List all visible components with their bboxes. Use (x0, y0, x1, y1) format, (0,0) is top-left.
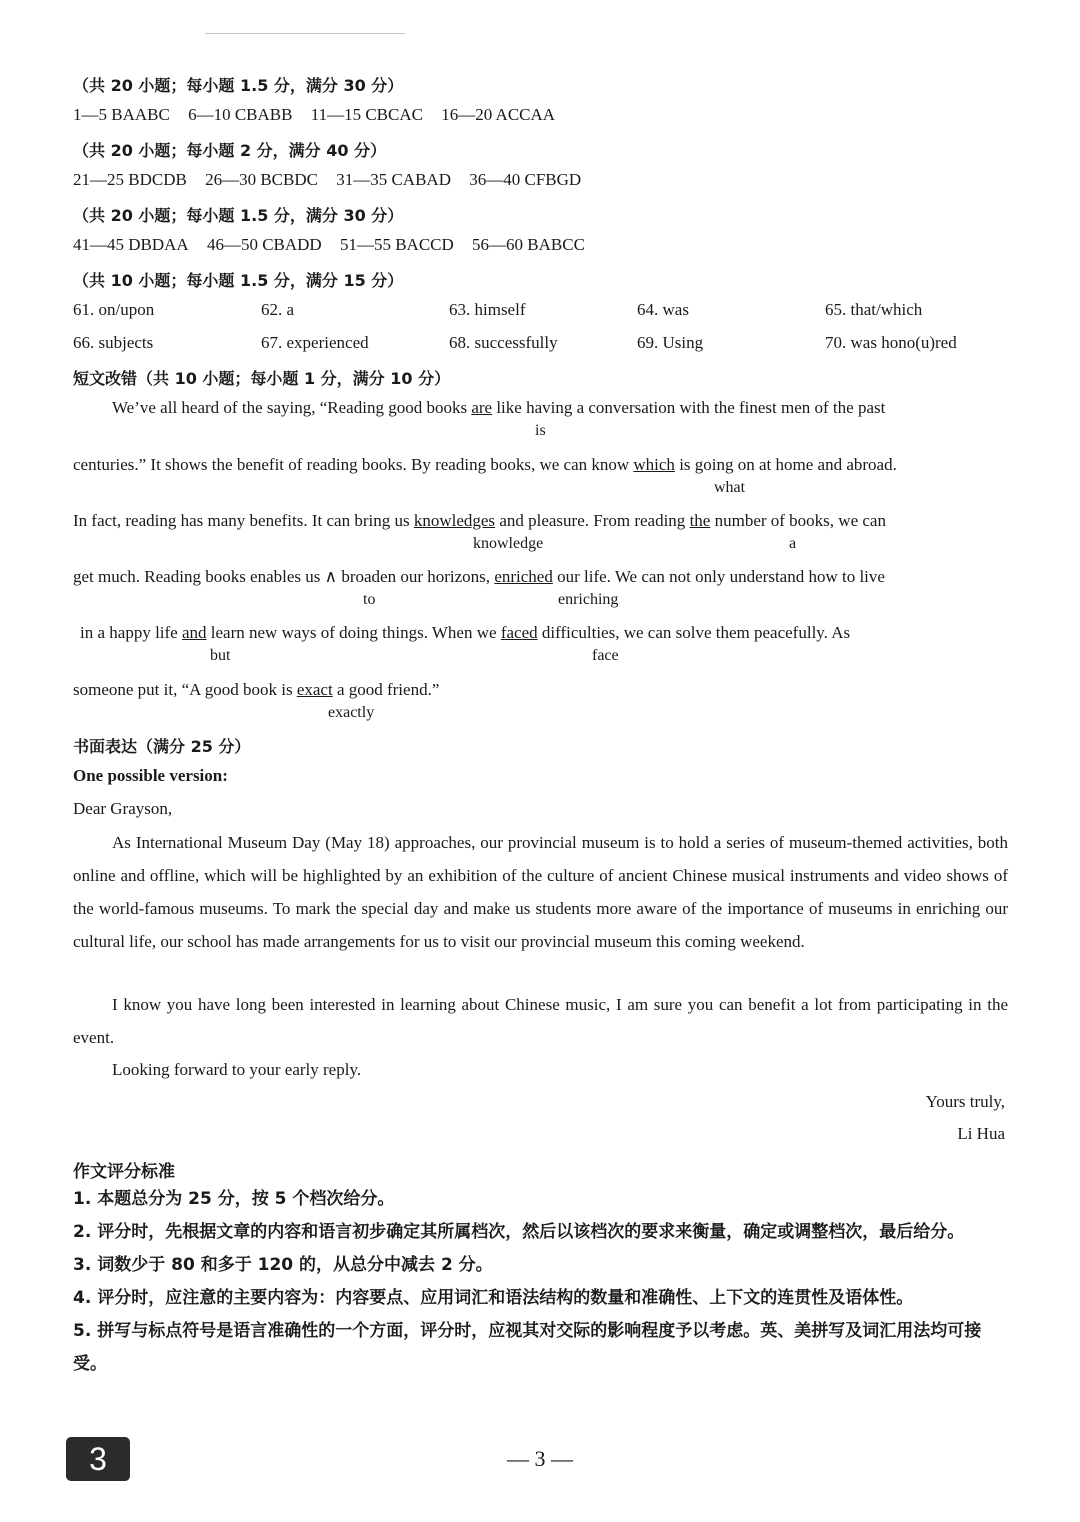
correction-word: enriching (558, 591, 619, 608)
grammar-answer: 64. was (637, 300, 689, 319)
reading-header: （共 20 小题；每小题 2 分，满分 40 分） (73, 141, 387, 160)
answer-group: 41—45 DBDAA (73, 235, 189, 254)
grammar-answer: 69. Using (637, 333, 704, 352)
error-word: exact (296, 680, 333, 699)
reading-answers (73, 170, 595, 190)
answer-group: 16—20 ACCAA (441, 105, 556, 124)
grammar-answer: 62. a (261, 300, 295, 319)
answer-group: 51—55 BACCD (339, 235, 454, 254)
text: our life. We can not only understand how to live (552, 567, 885, 586)
error-word: which (633, 455, 675, 474)
writing-header: 书面表达（满分 25 分） (73, 737, 251, 756)
error-word: the (689, 511, 711, 530)
letter-signature: Li Hua (957, 1124, 1005, 1143)
listening-answers (73, 105, 569, 125)
text: number of books, we can (710, 511, 886, 530)
text: someone put it, “A good book is (73, 680, 297, 699)
answer-group: 46—50 CBADD (206, 235, 322, 254)
scoring-rule: 1. 本题总分为 25 分，按 5 个档次给分。 (73, 1189, 395, 1209)
answer-group: 31—35 CABAD (336, 170, 451, 189)
grammar-answer: 65. that/which (825, 300, 923, 319)
scoring-header: 作文评分标准 (73, 1162, 175, 1182)
correction-word: is (535, 422, 546, 439)
error-word: enriched (494, 567, 553, 586)
answer-group: 6—10 CBABB (188, 105, 293, 124)
grammar-header: （共 10 小题；每小题 1.5 分，满分 15 分） (73, 271, 404, 290)
text: a good friend.” (332, 680, 440, 699)
text: is going on at home and abroad. (674, 455, 897, 474)
correction-word: to (363, 591, 376, 608)
correction-word: knowledge (473, 535, 544, 552)
error-word: faced (500, 623, 538, 642)
grammar-answer: 63. himself (449, 300, 526, 319)
letter-paragraph-3: Looking forward to your early reply. (112, 1060, 362, 1079)
scoring-rule: 2. 评分时，先根据文章的内容和语言初步确定其所属档次，然后以该档次的要求来衡量，确定或调整档次，最后给分。 (73, 1222, 965, 1242)
scoring-rule: 5. 拼写与标点符号是语言准确性的一个方面，评分时，应视其对交际的影响程度予以考虑。英、美拼写及词汇用法均可接受。 (73, 1321, 982, 1374)
text: centuries.” It shows the benefit of reading books. By reading books, we can know (73, 455, 634, 474)
grammar-answer: 66. subjects (73, 333, 154, 352)
top-rule (205, 33, 405, 34)
answer-group: 21—25 BDCDB (73, 170, 187, 189)
text: in a happy life (80, 623, 182, 642)
grammar-row-2 (73, 333, 1013, 353)
error-word: are (471, 398, 493, 417)
cloze-header: （共 20 小题；每小题 1.5 分，满分 30 分） (73, 206, 404, 225)
text: We’ve all heard of the saying, “Reading good books (112, 398, 472, 417)
grammar-answer: 61. on/upon (73, 300, 155, 319)
grammar-answer: 67. experienced (261, 333, 369, 352)
error-word: and (181, 623, 207, 642)
text: like having a conversation with the finest men of the past (492, 398, 886, 417)
grammar-answer: 68. successfully (449, 333, 558, 352)
letter-closing: Yours truly, (925, 1092, 1005, 1111)
answer-group: 11—15 CBCAC (310, 105, 423, 124)
grammar-row-1 (73, 300, 1013, 320)
scoring-rule: 3. 词数少于 80 和多于 120 的，从总分中减去 2 分。 (73, 1255, 493, 1275)
grammar-answer: 70. was hono(u)red (825, 333, 957, 352)
listening-header: （共 20 小题；每小题 1.5 分，满分 30 分） (73, 76, 404, 95)
correction-word: but (210, 647, 231, 664)
text: difficulties, we can solve them peacefully. As (537, 623, 851, 642)
scoring-rules (73, 1183, 1013, 1381)
version-label: One possible version: (73, 766, 228, 785)
answer-group: 56—60 BABCC (472, 235, 585, 254)
scoring-rule: 4. 评分时，应注意的主要内容为：内容要点、应用词汇和语法结构的数量和准确性、上下文的连贯性及语体性。 (73, 1288, 914, 1308)
cloze-answers (73, 235, 599, 255)
correction-header: 短文改错（共 10 小题；每小题 1 分，满分 10 分） (73, 369, 451, 388)
error-word: knowledges (413, 511, 496, 530)
page-number: — 3 — (507, 1446, 573, 1471)
letter-paragraph-1: As International Museum Day (May 18) approaches, our provincial museum is to hold a series of museum-themed activities, both online and offline, which will be highlighted by an exhibition of the culture of ancient Chinese musical instruments and video shows of the world-famous museums. To mark the special day and make us students more aware of the importance of museums in enriching our cultural life, our school has made arrangements for us to visit our provincial museum this coming weekend. (73, 833, 1008, 951)
letter-salutation: Dear Grayson, (73, 799, 173, 818)
text: learn new ways of doing things. When we (206, 623, 501, 642)
text: get much. Reading books enables us ∧ broaden our horizons, (73, 567, 495, 586)
page-badge: 3 (66, 1437, 130, 1481)
text: In fact, reading has many benefits. It can bring us (73, 511, 414, 530)
text: and pleasure. From reading (495, 511, 690, 530)
answer-group: 26—30 BCBDC (205, 170, 318, 189)
letter-paragraph-2: I know you have long been interested in learning about Chinese music, I am sure you can benefit a lot from participating in the event. (73, 995, 1008, 1047)
answer-group: 36—40 CFBGD (469, 170, 582, 189)
answer-group: 1—5 BAABC (73, 105, 170, 124)
correction-word: a (789, 535, 797, 552)
correction-word: what (714, 479, 746, 496)
correction-word: face (592, 647, 619, 664)
correction-word: exactly (328, 704, 375, 721)
